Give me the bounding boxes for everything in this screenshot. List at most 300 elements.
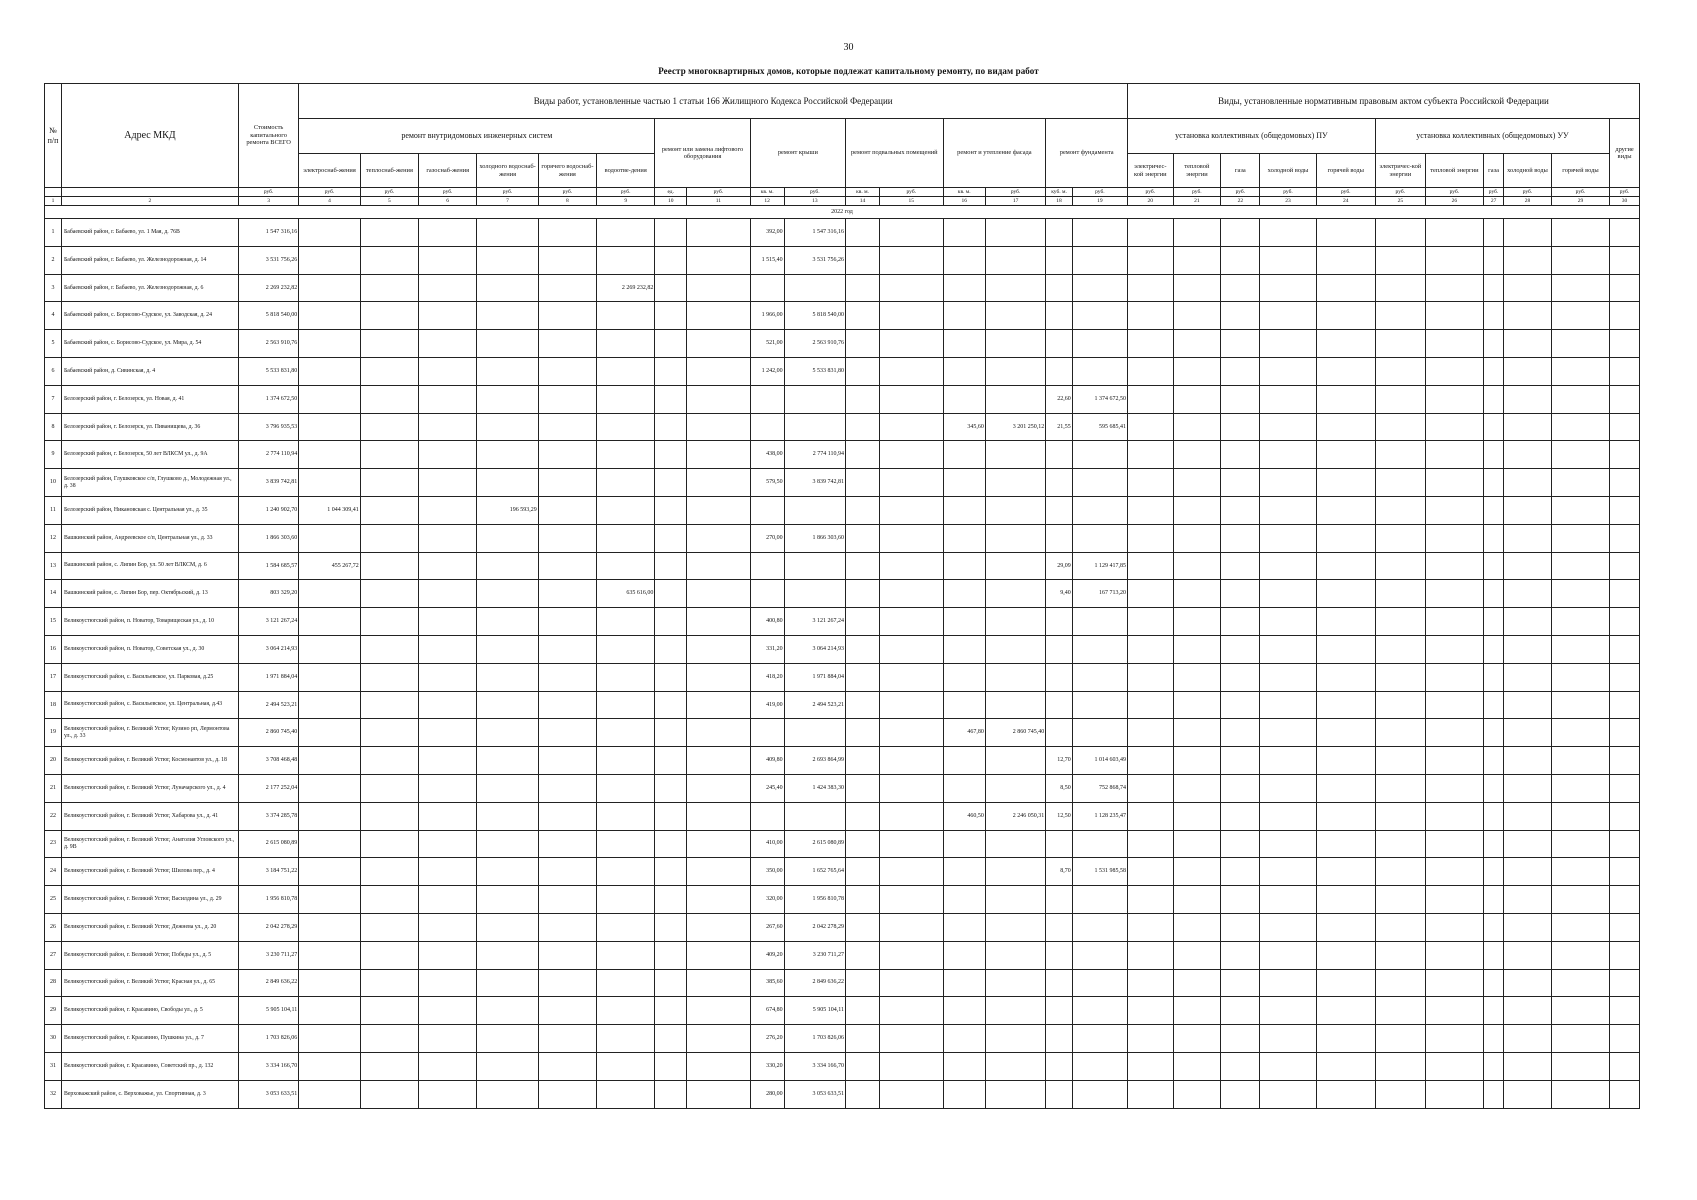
row-cell-col30 [1610,524,1640,552]
row-address: Вашкинский район, Андреевское с/п, Центральная ул., д. 33 [61,524,238,552]
row-cell-col8 [538,1052,596,1080]
row-cell-col10 [655,413,687,441]
row-cell-col9 [597,524,655,552]
row-cell-col23 [1260,1052,1316,1080]
row-cell-col13: 1 424 383,30 [784,774,845,802]
row-cell-col29 [1551,219,1609,247]
row-cell-col13: 1 652 765,64 [784,858,845,886]
unit-cell: руб. [1128,188,1174,197]
header-facade: ремонт и утепление фасада [943,119,1046,188]
row-cell-col23 [1260,941,1316,969]
row-cell-col5 [360,969,418,997]
row-total-cost: 3 374 285,78 [238,802,298,830]
row-cell-col7 [477,580,538,608]
row-cell-col16 [943,747,985,775]
row-cell-col22 [1221,496,1260,524]
row-cell-col15 [879,691,943,719]
row-cell-col7 [477,357,538,385]
row-cell-col21 [1173,691,1221,719]
row-cell-col18 [1046,496,1072,524]
row-cell-col27 [1484,496,1504,524]
row-cell-col9 [597,413,655,441]
row-cell-col6 [419,246,477,274]
row-cell-col11 [687,1025,751,1053]
row-number: 9 [45,441,62,469]
row-cell-col30 [1610,274,1640,302]
row-cell-col18: 8,50 [1046,774,1072,802]
row-cell-col17 [985,608,1045,636]
row-cell-col4 [299,1080,360,1108]
row-cell-col25 [1375,330,1425,358]
row-cell-col13 [784,580,845,608]
row-cell-col23 [1260,830,1316,858]
row-cell-col4 [299,469,360,497]
row-cell-col14 [846,496,880,524]
row-cell-col12 [750,413,784,441]
row-cell-col27 [1484,858,1504,886]
row-cell-col6 [419,413,477,441]
row-cell-col24 [1316,691,1375,719]
row-cell-col29 [1551,1080,1609,1108]
row-number: 28 [45,969,62,997]
row-cell-col25 [1375,774,1425,802]
row-address: Вашкинский район, с. Липин Бор, пер. Октябрьский, д. 13 [61,580,238,608]
row-cell-col14 [846,941,880,969]
row-cell-col17 [985,635,1045,663]
header-uu-sub: тепловой энергии [1425,154,1483,188]
row-cell-col29 [1551,496,1609,524]
row-cell-col14 [846,802,880,830]
row-cell-col5 [360,1052,418,1080]
row-cell-col26 [1425,469,1483,497]
row-cell-col19: 595 685,41 [1072,413,1127,441]
row-cell-col15 [879,469,943,497]
table-row [45,663,1640,691]
row-cell-col23 [1260,357,1316,385]
row-cell-col22 [1221,1052,1260,1080]
row-number: 30 [45,1025,62,1053]
row-cell-col12: 418,20 [750,663,784,691]
row-cell-col5 [360,941,418,969]
row-cell-col9 [597,997,655,1025]
row-cell-col14 [846,246,880,274]
row-cell-col22 [1221,691,1260,719]
row-cell-col16 [943,997,985,1025]
column-number: 8 [538,197,596,206]
row-number: 25 [45,886,62,914]
row-cell-col30 [1610,357,1640,385]
row-total-cost: 1 584 685,57 [238,552,298,580]
table-row [45,886,1640,914]
unit-cell: руб. [477,188,538,197]
row-cell-col17 [985,219,1045,247]
row-total-cost: 2 494 523,21 [238,691,298,719]
row-cell-col21 [1173,1025,1221,1053]
table-row [45,441,1640,469]
row-cell-col11 [687,886,751,914]
row-cell-col6 [419,496,477,524]
row-cell-col22 [1221,830,1260,858]
row-cell-col7 [477,747,538,775]
row-cell-col10 [655,802,687,830]
row-cell-col24 [1316,913,1375,941]
row-cell-col11 [687,580,751,608]
row-cell-col25 [1375,552,1425,580]
row-cell-col8 [538,552,596,580]
row-cell-col7 [477,886,538,914]
row-cell-col24 [1316,663,1375,691]
table-row [45,997,1640,1025]
row-total-cost: 3 334 166,70 [238,1052,298,1080]
row-cell-col5 [360,747,418,775]
unit-cell: руб. [1260,188,1316,197]
row-cell-col7 [477,691,538,719]
header-engineering-sub: горячего водоснаб-жения [538,154,596,188]
row-cell-col12: 276,20 [750,1025,784,1053]
row-cell-col29 [1551,274,1609,302]
row-cell-col7 [477,774,538,802]
row-cell-col11 [687,608,751,636]
row-number: 26 [45,913,62,941]
row-cell-col26 [1425,747,1483,775]
row-cell-col19: 1 531 985,58 [1072,858,1127,886]
row-cell-col16 [943,441,985,469]
row-cell-col6 [419,1080,477,1108]
row-cell-col9 [597,802,655,830]
row-cell-col19 [1072,219,1127,247]
row-cell-col12 [750,552,784,580]
row-cell-col22 [1221,1080,1260,1108]
row-cell-col27 [1484,719,1504,747]
row-cell-col21 [1173,858,1221,886]
row-cell-col13: 5 818 540,00 [784,302,845,330]
row-address: Белозерский район, Глушковское с/п, Глушково д., Молодежная ул., д. 38 [61,469,238,497]
row-cell-col19 [1072,663,1127,691]
row-cell-col10 [655,385,687,413]
row-cell-col6 [419,1052,477,1080]
row-cell-col11 [687,858,751,886]
units-row [45,188,1640,197]
row-cell-col5 [360,830,418,858]
row-cell-col15 [879,580,943,608]
header-engineering-sub: электроснаб-жения [299,154,360,188]
row-cell-col21 [1173,302,1221,330]
row-cell-col8 [538,441,596,469]
row-cell-col14 [846,413,880,441]
row-cell-col16 [943,580,985,608]
row-total-cost: 3 184 751,22 [238,858,298,886]
row-cell-col26 [1425,246,1483,274]
row-cell-col25 [1375,635,1425,663]
row-cell-col27 [1484,608,1504,636]
row-cell-col12: 350,00 [750,858,784,886]
header-engineering-sub: газоснаб-жения [419,154,477,188]
row-cell-col18 [1046,219,1072,247]
row-cell-col19: 1 128 235,47 [1072,802,1127,830]
row-cell-col7 [477,858,538,886]
row-cell-col24 [1316,941,1375,969]
row-cell-col25 [1375,802,1425,830]
row-cell-col28 [1504,941,1552,969]
row-cell-col26 [1425,219,1483,247]
row-cell-col15 [879,413,943,441]
row-cell-col26 [1425,385,1483,413]
row-cell-col9 [597,719,655,747]
row-cell-col10 [655,1052,687,1080]
row-cell-col4 [299,997,360,1025]
row-cell-col13: 1 866 303,60 [784,524,845,552]
row-cell-col6 [419,357,477,385]
row-cell-col16 [943,969,985,997]
unit-cell: ед. [655,188,687,197]
row-cell-col11 [687,635,751,663]
row-number: 23 [45,830,62,858]
row-cell-col6 [419,469,477,497]
row-cell-col15 [879,719,943,747]
row-cell-col15 [879,969,943,997]
row-cell-col27 [1484,441,1504,469]
row-cell-col30 [1610,496,1640,524]
row-cell-col21 [1173,385,1221,413]
row-cell-col29 [1551,802,1609,830]
row-cell-col18: 12,50 [1046,802,1072,830]
row-cell-col22 [1221,219,1260,247]
row-cell-col25 [1375,274,1425,302]
row-cell-col14 [846,1080,880,1108]
table-row [45,330,1640,358]
row-cell-col22 [1221,858,1260,886]
row-cell-col22 [1221,635,1260,663]
row-cell-col24 [1316,330,1375,358]
row-cell-col17 [985,1025,1045,1053]
row-cell-col22 [1221,719,1260,747]
header-roof: ремонт крыши [750,119,845,188]
row-cell-col21 [1173,663,1221,691]
row-cell-col24 [1316,580,1375,608]
row-cell-col10 [655,302,687,330]
row-cell-col16 [943,913,985,941]
row-cell-col20 [1128,997,1174,1025]
row-cell-col8 [538,608,596,636]
row-cell-col13: 3 053 633,51 [784,1080,845,1108]
row-cell-col26 [1425,913,1483,941]
row-cell-col22 [1221,524,1260,552]
row-cell-col6 [419,886,477,914]
row-cell-col23 [1260,246,1316,274]
row-cell-col4 [299,413,360,441]
row-cell-col19: 1 374 672,50 [1072,385,1127,413]
row-cell-col29 [1551,913,1609,941]
column-number: 1 [45,197,62,206]
row-cell-col5 [360,357,418,385]
row-address: Великоустюгский район, г. Красавино, Советский пр., д. 132 [61,1052,238,1080]
row-cell-col17 [985,691,1045,719]
row-cell-col22 [1221,274,1260,302]
row-cell-col27 [1484,886,1504,914]
table-row [45,913,1640,941]
row-cell-col17 [985,441,1045,469]
row-cell-col18 [1046,441,1072,469]
row-cell-col23 [1260,524,1316,552]
row-cell-col16 [943,1080,985,1108]
unit-cell: руб. [597,188,655,197]
column-number: 21 [1173,197,1221,206]
header-meters-sub: электричес-кой энергии [1128,154,1174,188]
row-cell-col20 [1128,441,1174,469]
row-cell-col4 [299,858,360,886]
row-cell-col28 [1504,274,1552,302]
row-cell-col16 [943,496,985,524]
row-number: 11 [45,496,62,524]
row-cell-col24 [1316,524,1375,552]
row-cell-col20 [1128,496,1174,524]
row-cell-col17 [985,1080,1045,1108]
row-cell-col14 [846,663,880,691]
row-cell-col17 [985,330,1045,358]
column-number: 23 [1260,197,1316,206]
row-cell-col13: 2 774 110,94 [784,441,845,469]
row-cell-col16 [943,1025,985,1053]
row-cell-col30 [1610,691,1640,719]
row-cell-col26 [1425,413,1483,441]
row-cell-col27 [1484,1025,1504,1053]
column-number: 10 [655,197,687,206]
row-cell-col13: 2 494 523,21 [784,691,845,719]
row-cell-col29 [1551,330,1609,358]
row-address: Бабаевский район, с. Борисово-Судское, ул. Мира, д. 54 [61,330,238,358]
row-cell-col24 [1316,413,1375,441]
unit-cell: куб. м. [1046,188,1072,197]
table-row [45,580,1640,608]
row-cell-col8 [538,830,596,858]
row-cell-col15 [879,524,943,552]
unit-cell: руб. [419,188,477,197]
row-total-cost: 3 230 711,27 [238,941,298,969]
row-cell-col19 [1072,608,1127,636]
row-cell-col26 [1425,1025,1483,1053]
row-cell-col8 [538,719,596,747]
row-cell-col25 [1375,1052,1425,1080]
row-cell-col17 [985,858,1045,886]
row-cell-col6 [419,274,477,302]
row-cell-col26 [1425,663,1483,691]
row-address: Вашкинский район, с. Липин Бор, ул. 50 лет ВЛКСМ, д. 6 [61,552,238,580]
row-cell-col22 [1221,913,1260,941]
row-cell-col24 [1316,219,1375,247]
table-row [45,385,1640,413]
row-cell-col26 [1425,691,1483,719]
row-cell-col16 [943,274,985,302]
unit-cell: руб. [1173,188,1221,197]
row-cell-col28 [1504,219,1552,247]
row-address: Белозерский район, г. Белозерск, ул. Пиванищева, д. 36 [61,413,238,441]
row-cell-col29 [1551,302,1609,330]
row-cell-col18 [1046,302,1072,330]
row-cell-col11 [687,830,751,858]
row-cell-col21 [1173,496,1221,524]
row-cell-col11 [687,802,751,830]
row-cell-col29 [1551,941,1609,969]
row-cell-col25 [1375,469,1425,497]
row-cell-col29 [1551,580,1609,608]
row-cell-col27 [1484,913,1504,941]
row-cell-col19 [1072,886,1127,914]
row-cell-col17 [985,1052,1045,1080]
row-cell-col11 [687,357,751,385]
row-cell-col27 [1484,330,1504,358]
row-cell-col21 [1173,969,1221,997]
row-cell-col9 [597,635,655,663]
row-cell-col8 [538,246,596,274]
row-cell-col10 [655,997,687,1025]
table-row [45,691,1640,719]
row-cell-col14 [846,1025,880,1053]
header-federal-works: Виды работ, установленные частью 1 статьи 166 Жилищного Кодекса Российской Федерации [299,84,1128,119]
row-cell-col9 [597,496,655,524]
row-cell-col9 [597,1025,655,1053]
column-number: 13 [784,197,845,206]
unit-cell: руб. [1221,188,1260,197]
row-cell-col16 [943,635,985,663]
row-cell-col6 [419,219,477,247]
row-cell-col25 [1375,496,1425,524]
row-cell-col13 [784,552,845,580]
row-cell-col17 [985,302,1045,330]
column-number: 26 [1425,197,1483,206]
row-cell-col18 [1046,608,1072,636]
row-cell-col23 [1260,1025,1316,1053]
row-cell-col14 [846,969,880,997]
table-row [45,413,1640,441]
row-cell-col12 [750,580,784,608]
row-cell-col23 [1260,886,1316,914]
row-cell-col4 [299,719,360,747]
row-cell-col29 [1551,969,1609,997]
row-cell-col25 [1375,608,1425,636]
row-cell-col4 [299,246,360,274]
column-number: 18 [1046,197,1072,206]
header-meters-sub: газа [1221,154,1260,188]
unit-cell: руб. [1504,188,1552,197]
row-cell-col16 [943,385,985,413]
unit-cell: руб. [1610,188,1640,197]
table-row [45,1052,1640,1080]
row-cell-col10 [655,719,687,747]
row-cell-col10 [655,886,687,914]
column-number: 20 [1128,197,1174,206]
row-cell-col9 [597,357,655,385]
row-cell-col23 [1260,608,1316,636]
row-cell-col30 [1610,635,1640,663]
row-cell-col13: 3 230 711,27 [784,941,845,969]
row-cell-col23 [1260,747,1316,775]
row-cell-col12: 400,80 [750,608,784,636]
row-cell-col29 [1551,441,1609,469]
row-cell-col14 [846,552,880,580]
row-cell-col12: 392,00 [750,219,784,247]
row-cell-col21 [1173,246,1221,274]
page-number: 30 [843,42,854,53]
row-address: Великоустюгский район, г. Красавино, Свободы ул., д. 5 [61,997,238,1025]
row-cell-col26 [1425,774,1483,802]
row-cell-col24 [1316,246,1375,274]
row-cell-col13: 2 563 910,76 [784,330,845,358]
row-cell-col13: 5 533 831,80 [784,357,845,385]
row-cell-col18 [1046,913,1072,941]
row-cell-col14 [846,302,880,330]
row-cell-col20 [1128,524,1174,552]
row-cell-col16 [943,357,985,385]
